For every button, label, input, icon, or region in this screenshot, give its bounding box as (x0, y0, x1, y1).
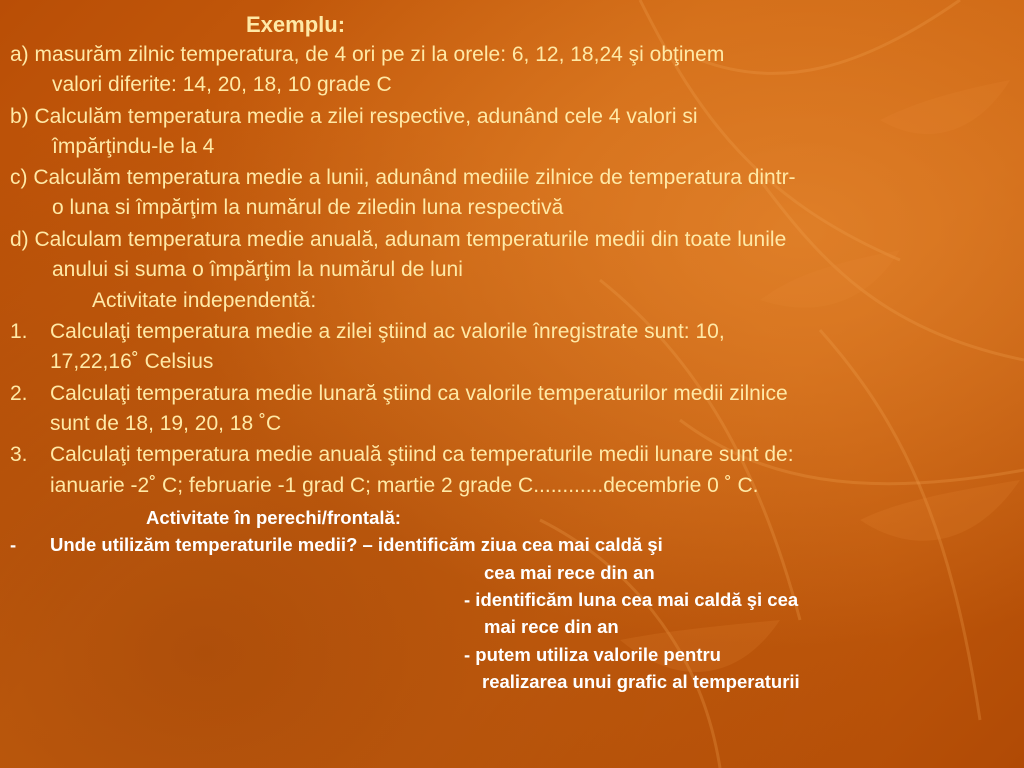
example-line-c: c) Calculăm temperatura medie a lunii, adunând mediile zilnice de temperatura dintr- (10, 166, 796, 189)
pair-line: Unde utilizăm temperaturile medii? – identificăm ziua cea mai caldă şi (50, 534, 663, 555)
task-text-cont: ianuarie -2˚ C; februarie -1 grad C; martie 2 grade C............decembrie 0 ˚ C. (50, 474, 759, 497)
task-text-cont: sunt de 18, 19, 20, 18 ˚C (50, 412, 282, 435)
slide-title: Exemplu: (246, 12, 346, 37)
task-text-cont: 17,22,16˚ Celsius (50, 350, 214, 373)
pair-line: - putem utiliza valorile pentru (464, 644, 721, 665)
pair-line: cea mai rece din an (484, 562, 655, 583)
task-number: 1. (10, 320, 28, 343)
example-line-b: b) Calculăm temperatura medie a zilei respective, adunând cele 4 valori si (10, 105, 698, 128)
independent-activity-heading: Activitate independentă: (92, 289, 317, 312)
task-text: Calculaţi temperatura medie a zilei ştiind ac valorile înregistrate sunt: 10, (50, 320, 725, 343)
pair-line: mai rece din an (484, 616, 619, 637)
example-line-d-cont: anului si suma o împărţim la numărul de luni (52, 258, 463, 281)
example-line-c-cont: o luna si împărţim la numărul de ziledin luna respectivă (52, 196, 564, 219)
pair-activity-heading: Activitate în perechi/frontală: (146, 507, 401, 528)
pair-line: - identificăm luna cea mai caldă şi cea (464, 589, 799, 610)
task-text: Calculaţi temperatura medie lunară ştiind ca valorile temperaturilor medii zilnice (50, 382, 788, 405)
pair-line: realizarea unui grafic al temperaturii (482, 671, 800, 692)
example-line-a: a) masurăm zilnic temperatura, de 4 ori pe zi la orele: 6, 12, 18,24 şi obţinem (10, 43, 725, 66)
task-number: 3. (10, 443, 28, 466)
example-line-d: d) Calculam temperatura medie anuală, adunam temperaturile medii din toate lunile (10, 228, 787, 251)
pair-bullet: - (10, 534, 17, 555)
example-line-a-cont: valori diferite: 14, 20, 18, 10 grade C (52, 73, 392, 96)
example-line-b-cont: împărţindu-le la 4 (52, 135, 215, 158)
task-text: Calculaţi temperatura medie anuală ştiind ca temperaturile medii lunare sunt de: (50, 443, 794, 466)
task-number: 2. (10, 382, 28, 405)
